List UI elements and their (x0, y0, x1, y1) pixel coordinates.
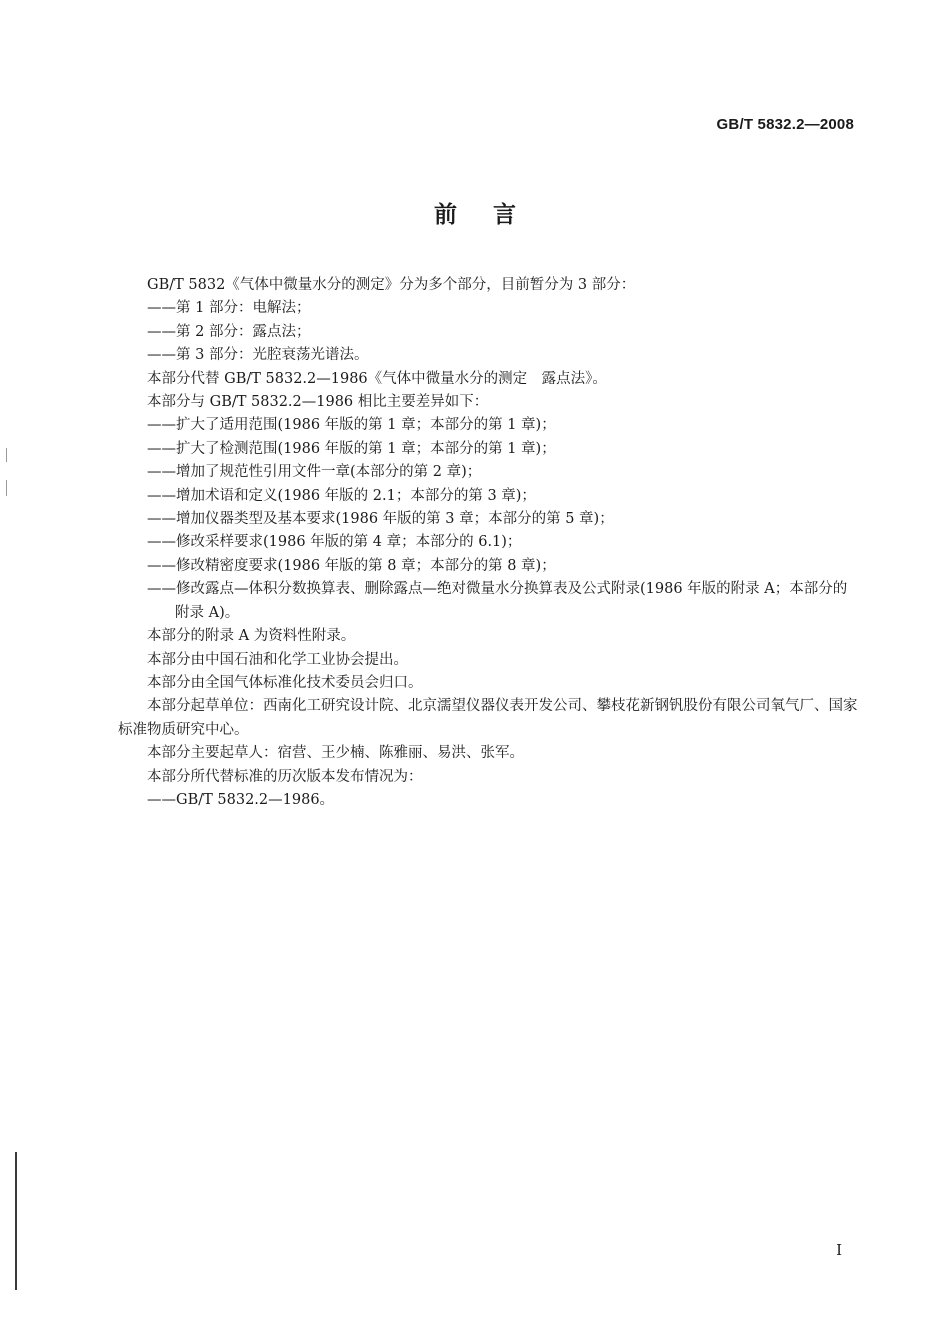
scan-mark (6, 480, 7, 496)
list-item: ——增加仪器类型及基本要求(1986 年版的第 3 章；本部分的第 5 章)； (147, 511, 614, 528)
list-item: ——GB/T 5832.2—1986。 (147, 791, 335, 808)
list-item: ——修改精密度要求(1986 年版的第 8 章；本部分的第 8 章)； (147, 557, 556, 574)
list-item: ——修改采样要求(1986 年版的第 4 章；本部分的 6.1)； (147, 534, 522, 551)
list-item: ——扩大了检测范围(1986 年版的第 1 章；本部分的第 1 章)； (147, 440, 556, 457)
paragraph: 本部分起草单位：西南化工研究设计院、北京濡望仪器仪表开发公司、攀枝花新钢钒股份有限公司氧气厂、国家标准物质研究中心。 (118, 698, 858, 738)
list-item: ——增加术语和定义(1986 年版的 2.1；本部分的第 3 章)； (147, 487, 536, 504)
list-item: ——第 1 部分：电解法； (147, 300, 311, 317)
list-item: ——第 2 部分：露点法； (147, 323, 311, 340)
paragraph: 本部分由中国石油和化学工业协会提出。 (147, 651, 408, 668)
list-item: ——扩大了适用范围(1986 年版的第 1 章；本部分的第 1 章)； (147, 417, 556, 434)
scan-binding-line (15, 1152, 17, 1290)
page-number: I (836, 1241, 842, 1259)
paragraph: 本部分主要起草人：宿营、王少楠、陈雅丽、易洪、张军。 (147, 745, 524, 762)
paragraph: 本部分代替 GB/T 5832.2—1986《气体中微量水分的测定 露点法》。 (147, 370, 607, 387)
scan-mark (6, 448, 7, 462)
paragraph: 本部分所代替标准的历次版本发布情况为： (147, 768, 423, 785)
paragraph: 本部分由全国气体标准化技术委员会归口。 (147, 674, 423, 691)
paragraph: GB/T 5832《气体中微量水分的测定》分为多个部分，目前暂分为 3 部分： (147, 277, 636, 293)
paragraph: 本部分的附录 A 为资料性附录。 (147, 628, 356, 645)
paragraph: 本部分与 GB/T 5832.2—1986 相比主要差异如下： (147, 394, 489, 411)
list-item: ——增加了规范性引用文件一章(本部分的第 2 章)； (147, 464, 482, 481)
list-item: ——第 3 部分：光腔衰荡光谱法。 (147, 347, 369, 364)
standard-number: GB/T 5832.2—2008 (716, 116, 854, 133)
list-item: ——修改露点—体积分数换算表、删除露点—绝对微量水分换算表及公式附录(1986 年版的附录 A；本部分的附录 A)。 (147, 581, 848, 621)
page-title: 前言 (434, 202, 552, 228)
foreword-body (118, 274, 859, 812)
